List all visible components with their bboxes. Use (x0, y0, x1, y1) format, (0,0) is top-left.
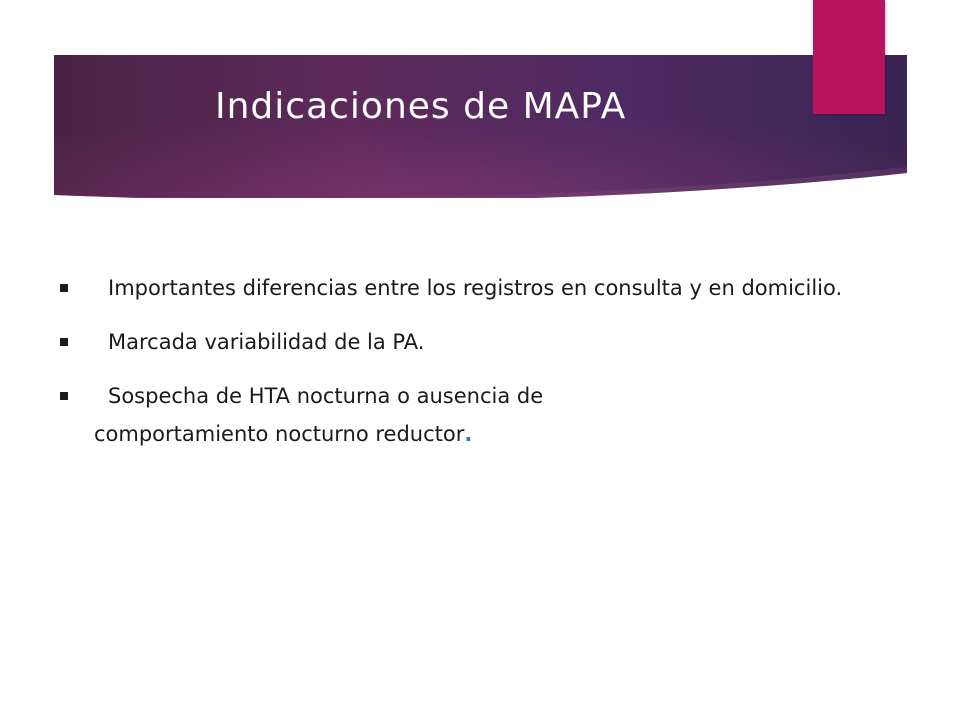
accent-period: . (464, 422, 473, 446)
bullet-item (60, 326, 880, 358)
square-bullet-icon (60, 284, 68, 292)
bullet-list (60, 272, 880, 450)
square-bullet-icon (60, 392, 68, 400)
bullet-text: Marcada variabilidad de la PA. (108, 330, 425, 354)
square-bullet-icon (60, 338, 68, 346)
bullet-continuation (94, 418, 866, 450)
bullet-text: Importantes diferencias entre los registros en consulta y en domicilio. (108, 276, 843, 300)
slide-title: Indicaciones de MAPA (215, 86, 627, 127)
bullet-item (60, 272, 880, 304)
accent-tab (813, 0, 885, 114)
bullet-text: Sospecha de HTA nocturna o ausencia de (108, 384, 544, 408)
bullet-item (60, 380, 880, 450)
bullet-continuation-text: comportamiento nocturno reductor (94, 422, 465, 446)
